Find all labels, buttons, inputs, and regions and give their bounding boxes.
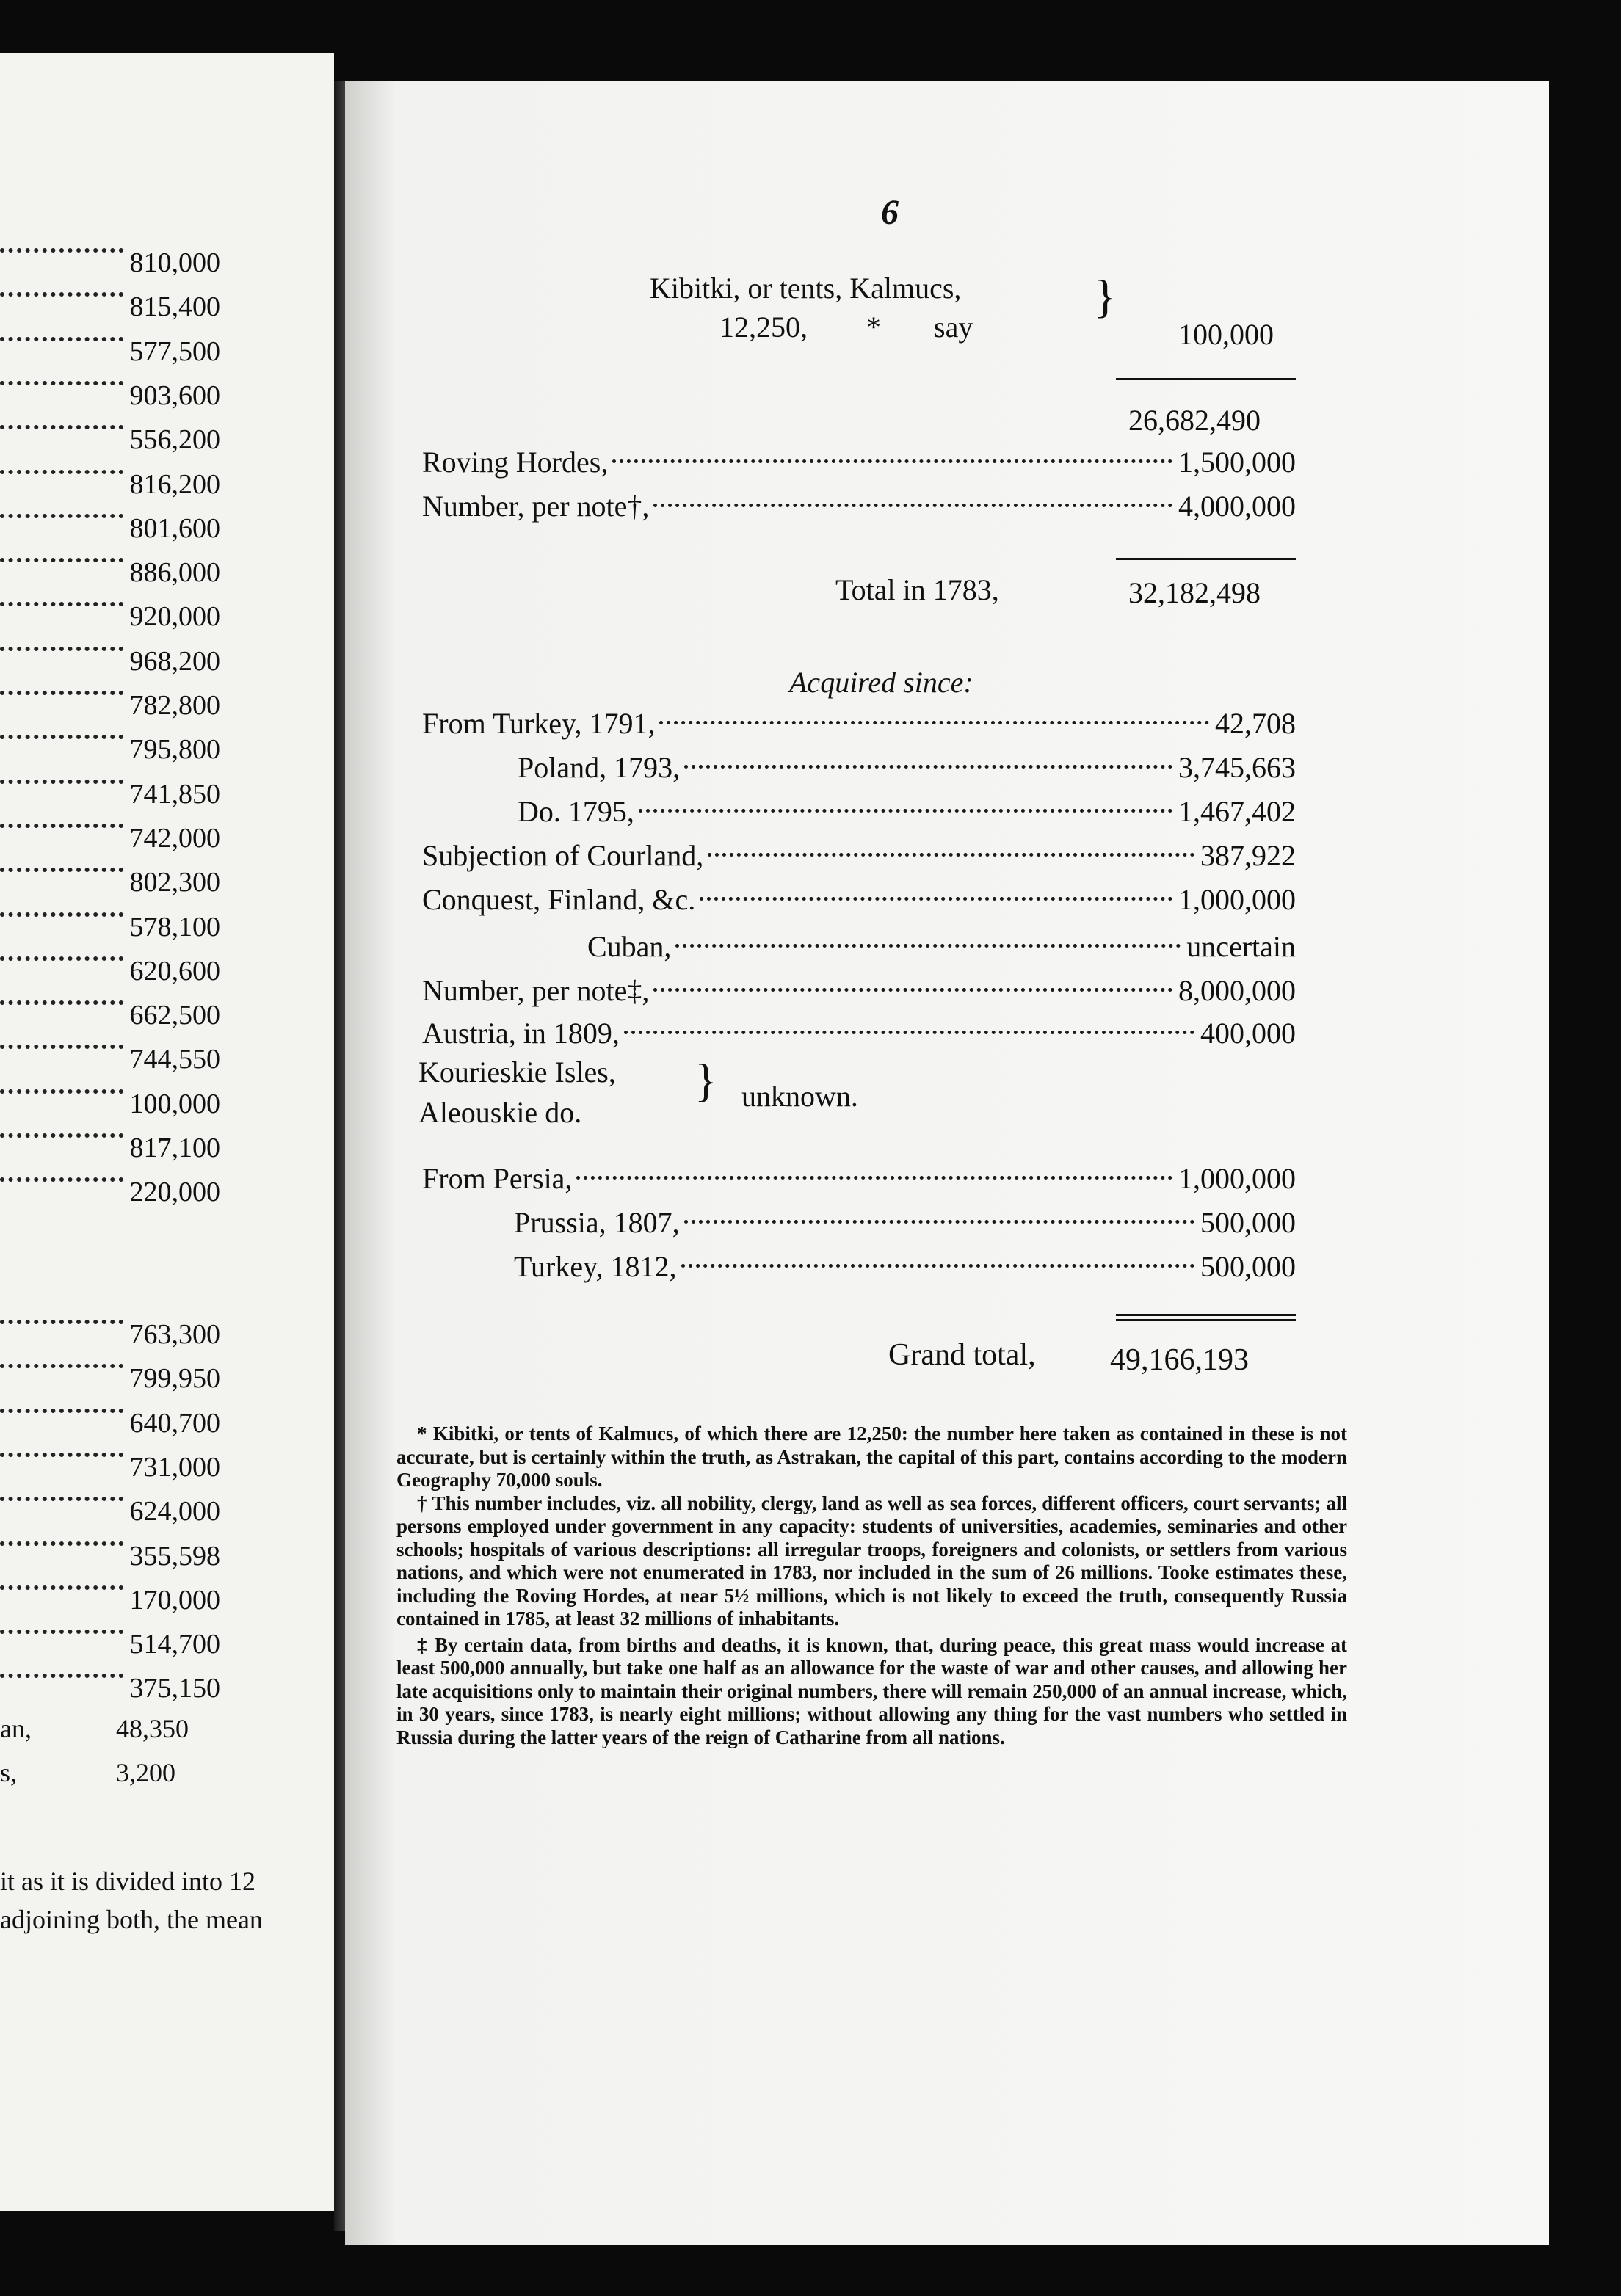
row-value: 3,745,663 xyxy=(1178,751,1296,784)
footnote-dagger: † This number includes, viz. all nobility, clergy, land as well as sea forces, different officers, court servants; all persons employed under government in any capacity: students of universities, academies, seminaries and other schools; hospitals of various descriptions: all irregular troops, foreigners and colonists, or settlers from various nations, and which were not enumerated in 1783, nor included in the sum of 26 millions. Tooke estimates these, including the Roving Hordes, at near 5½ millions, which is not likely to exceed the truth, consequently Russia contained in 1785, at least 32 millions of inhabitants. xyxy=(396,1492,1347,1630)
dot-leader xyxy=(675,944,1181,948)
left-page-value: 763,300 xyxy=(129,1319,220,1350)
left-page-value: 620,600 xyxy=(129,955,220,987)
left-tail-label: an, xyxy=(0,1714,32,1743)
table-row xyxy=(422,926,1296,967)
table-row xyxy=(422,1246,1296,1287)
row-label: Poland, 1793, xyxy=(518,751,681,784)
kibitki-brace: } xyxy=(1094,270,1117,322)
left-bottom-line-1: it as it is divided into 12 xyxy=(0,1867,255,1896)
dot-leader xyxy=(700,897,1172,901)
left-page-value: 801,600 xyxy=(129,512,220,544)
rule-subtotal xyxy=(1116,378,1296,380)
kibitki-say: say xyxy=(934,310,973,344)
row-label: Prussia, 1807, xyxy=(514,1206,680,1239)
acquired-heading: Acquired since: xyxy=(789,666,973,699)
kibitki-line-1: Kibitki, or tents, Kalmucs, xyxy=(650,272,962,305)
dot-leader xyxy=(684,1220,1194,1224)
kourieskie-label: Kourieskie Isles, xyxy=(418,1056,616,1089)
subtotal-value: 26,682,490 xyxy=(1128,404,1261,437)
kibitki-value: 100,000 xyxy=(1178,318,1274,351)
left-page-value: 577,500 xyxy=(129,335,220,367)
footnote-kibitki: * Kibitki, or tents of Kalmucs, of which there are 12,250: the number here taken as contained in these is not accurate, but is certainly within the truth, as Astrakan, the capital of this part, contains according to the modern Geography 70,000 souls. xyxy=(396,1423,1347,1491)
left-page-value: 795,800 xyxy=(129,734,220,766)
dot-leader xyxy=(624,1031,1194,1034)
unknown-brace: } xyxy=(695,1054,717,1106)
page-number: 6 xyxy=(881,193,899,232)
table-row xyxy=(422,791,1296,832)
dot-leader xyxy=(653,504,1172,507)
row-value: 1,000,000 xyxy=(1178,1162,1296,1195)
left-page-value: 578,100 xyxy=(129,911,220,942)
kibitki-note-mark: * xyxy=(866,310,881,344)
row-value: 4,000,000 xyxy=(1178,490,1296,523)
row-value: 400,000 xyxy=(1200,1017,1296,1050)
row-value: 8,000,000 xyxy=(1178,974,1296,1007)
footnotes xyxy=(396,1423,1347,1749)
kibitki-count: 12,250, xyxy=(719,310,808,344)
row-label: Austria, in 1809, xyxy=(422,1017,620,1050)
left-tail-value: 3,200 xyxy=(116,1758,175,1787)
grand-total-label: Grand total, xyxy=(888,1338,1036,1372)
row-label: Conquest, Finland, &c. xyxy=(422,883,696,916)
dot-leader xyxy=(653,988,1172,992)
left-page-value: 355,598 xyxy=(129,1540,220,1572)
row-value: 500,000 xyxy=(1200,1250,1296,1283)
table-row xyxy=(422,703,1296,744)
row-value: 387,922 xyxy=(1200,839,1296,872)
left-tail-value: 48,350 xyxy=(116,1714,189,1743)
left-page-value: 799,950 xyxy=(129,1363,220,1395)
table-row xyxy=(422,486,1296,527)
rule-grand-2 xyxy=(1116,1319,1296,1321)
total-label: Total in 1783, xyxy=(835,573,999,606)
left-page-value: 741,850 xyxy=(129,778,220,810)
left-page-value: 903,600 xyxy=(129,379,220,411)
row-label: Number, per note‡, xyxy=(422,974,650,1007)
row-value: 1,000,000 xyxy=(1178,883,1296,916)
row-value: 1,467,402 xyxy=(1178,795,1296,828)
unknown-text: unknown. xyxy=(741,1080,858,1113)
grand-total-value: 49,166,193 xyxy=(1110,1343,1249,1377)
row-label: From Persia, xyxy=(422,1162,573,1195)
row-label: Roving Hordes, xyxy=(422,446,609,479)
left-page-value: 742,000 xyxy=(129,822,220,854)
row-label: Do. 1795, xyxy=(518,795,634,828)
table-row xyxy=(422,1158,1296,1199)
left-page-value: 220,000 xyxy=(129,1177,220,1208)
left-page-value: 886,000 xyxy=(129,557,220,589)
dot-leader xyxy=(576,1176,1172,1180)
table-row xyxy=(422,747,1296,788)
left-page-value: 782,800 xyxy=(129,690,220,721)
row-label: From Turkey, 1791, xyxy=(422,707,656,740)
left-page-value: 920,000 xyxy=(129,601,220,633)
table-row xyxy=(422,879,1296,920)
left-page-value: 662,500 xyxy=(129,1000,220,1031)
row-label: Subjection of Courland, xyxy=(422,839,704,872)
dot-leader xyxy=(612,459,1172,463)
row-value: uncertain xyxy=(1186,930,1296,963)
left-page-value: 375,150 xyxy=(129,1673,220,1704)
left-page-value: 968,200 xyxy=(129,645,220,677)
row-label: Cuban, xyxy=(587,930,672,963)
dot-leader xyxy=(639,809,1172,813)
dot-leader xyxy=(684,765,1172,769)
left-page-value: 514,700 xyxy=(129,1629,220,1660)
row-label: Number, per note†, xyxy=(422,490,650,523)
left-page-value: 731,000 xyxy=(129,1451,220,1483)
left-page-value: 170,000 xyxy=(129,1584,220,1616)
left-page-value: 817,100 xyxy=(129,1133,220,1163)
table-row xyxy=(422,835,1296,876)
row-label: Turkey, 1812, xyxy=(514,1250,677,1283)
row-value: 1,500,000 xyxy=(1178,446,1296,479)
left-tail-label: s, xyxy=(0,1758,18,1787)
left-page-value: 744,550 xyxy=(129,1044,220,1075)
row-value: 500,000 xyxy=(1200,1206,1296,1239)
table-row xyxy=(422,1202,1296,1243)
left-page-value: 802,300 xyxy=(129,867,220,898)
dot-leader xyxy=(659,721,1209,724)
left-page-value: 100,000 xyxy=(129,1088,220,1119)
left-page-value: 556,200 xyxy=(129,424,220,456)
left-page-value: 810,000 xyxy=(129,247,220,278)
aleouskie-label: Aleouskie do. xyxy=(418,1096,582,1129)
total-value: 32,182,498 xyxy=(1128,576,1261,609)
left-page-value: 624,000 xyxy=(129,1496,220,1527)
dot-leader xyxy=(681,1264,1194,1268)
rule-grand-1 xyxy=(1116,1314,1296,1316)
footnote-double-dagger: ‡ By certain data, from births and deaths, it is known, that, during peace, this great mass would increase at least 500,000 annually, but take one half as an allowance for the waste of war and other causes, and allowing her late acquisitions only to maintain their original numbers, there will remain 250,000 of an annual increase, which, in 30 years, since 1783, is nearly eight millions; without allowing any thing for the vast numbers who settled in Russia during the latter years of the reign of Catharine from all nations. xyxy=(396,1633,1347,1748)
dot-leader xyxy=(708,853,1194,857)
table-row xyxy=(422,442,1296,483)
left-page-value: 640,700 xyxy=(129,1407,220,1439)
left-page-value: 815,400 xyxy=(129,291,220,323)
rule-total xyxy=(1116,558,1296,560)
left-bottom-line-2: adjoining both, the mean xyxy=(0,1905,263,1934)
table-row xyxy=(422,970,1296,1011)
left-page-value: 816,200 xyxy=(129,468,220,500)
table-row xyxy=(422,1013,1296,1054)
row-value: 42,708 xyxy=(1215,707,1296,740)
